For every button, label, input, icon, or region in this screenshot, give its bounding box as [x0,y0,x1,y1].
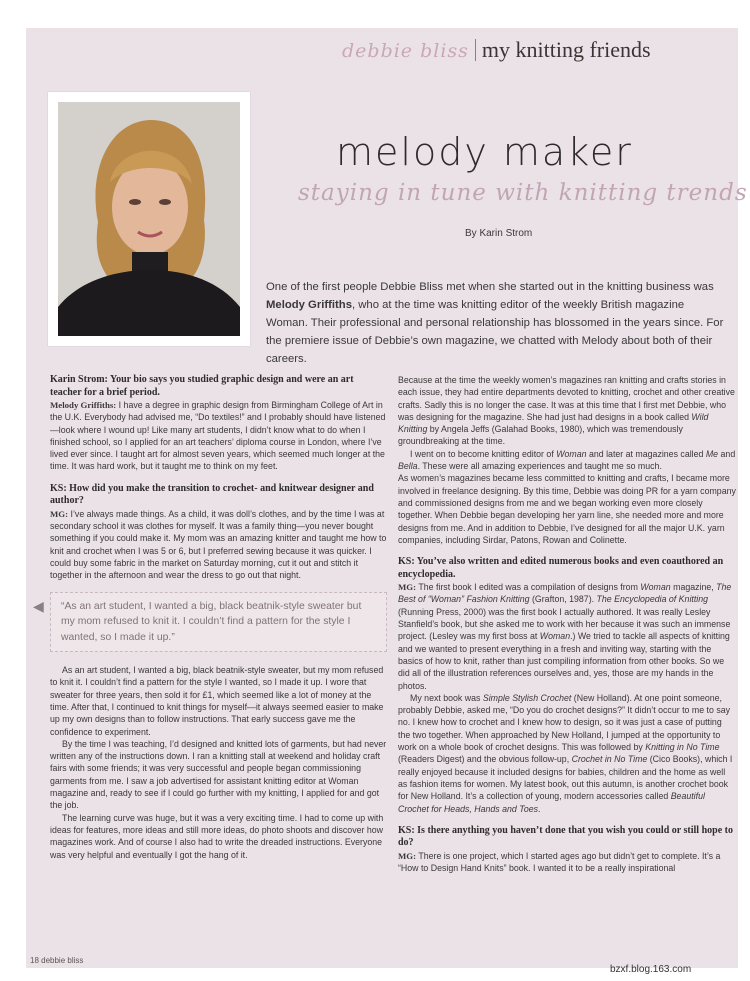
page-header [342,37,651,63]
paragraph: As women’s magazines became less committed to knitting and crafts, I became more involved in freelance designing. By this time, Debbie was doing PR for a yarn company and commissioned designs from me and we began working even more closely together. When Debbie began developing her yarn line, she needed more and more designs from me. And in addition to Debbie, I’ve designed for all the major U.K. yarn companies, including Sirdar, Patons, Rowan and Colinette. [398,473,736,545]
header-divider [475,39,476,61]
text: magazine, [670,582,717,593]
answer-text: I’ve always made things. As a child, it was doll’s clothes, and by the time I was at secondary school it was clothes for myself. It was a family thing—you never bought something if you could make it. My mom was an amazing knitter and taught me how to knit and crochet when I was 5 or 6, but I preferred sewing because it was quicker. I could buy some fabric in the market on Saturday morning, cut it out and stitch it together in the afternoon and wear the dress to go out that night. [50,508,387,581]
article-intro [266,278,728,368]
intro-text-1: One of the first people Debbie Bliss met when she started out in the knitting business was [266,281,714,293]
question-4: KS: Is there anything you haven’t done that you wish you could or still hope to do? [398,824,733,849]
book-title: Crochet in No Time [571,754,648,765]
text: (Cico Books), which I really enjoyed because it included designs for babies, children and the home as well as fashion items for women. My latest book, out this autumn, is another crochet book for New Holland. It’s a collection of young, modern accessories called [398,754,733,802]
book-title: Beautiful Crochet for Heads, Hands and Toes [398,791,705,814]
article-byline: By Karin Strom [465,228,533,239]
text: . These were all amazing experiences and taught me so much. [417,461,662,472]
text: (Readers Digest) and the obvious follow-up, [398,754,572,765]
answer-3 [398,581,736,692]
paragraph [398,692,736,815]
magazine-title: Me [705,448,719,459]
pull-quote-text: “As an art student, I wanted a big, black beatnik-style sweater but my mom refused to knit it. I couldn’t find a pattern for the style I wanted, so I made it up.” [61,600,362,643]
brand-name: debbie bliss [342,40,469,62]
text: .) We tried to tackle all aspects of knitting and we wanted to present everything in a fresh and inviting way, starting with the basics of how to knit, rather than just compiling information from other books. So we did all of the illustration references ourselves and, yes, those are my hands in the photos. [398,631,730,691]
pull-quote [33,592,387,653]
text: (Grafton, 1987). [529,594,597,605]
speaker-label: MG: [398,582,417,593]
book-title: Simple Stylish Crochet [482,692,572,703]
magazine-title: Woman [539,631,571,642]
paragraph [398,448,736,473]
article-subtitle: staying in tune with knitting trends [298,180,748,206]
magazine-title: Woman [556,448,587,459]
text: The first book I edited was a compilation of designs from [416,582,641,593]
book-title: The Best of “Woman” Fashion Knitting [398,582,732,605]
book-title: Knitting in No Time [645,742,720,753]
text: . [538,803,541,814]
text: My next book was [410,692,483,703]
article-title: melody maker [336,130,633,174]
question-1: Karin Strom: Your bio says you studied graphic design and were an art teacher for a brief period. [50,374,354,398]
text: (New Holland). At one point someone, probably Debbie, asked me, “Do you do crochet designs?” It didn’t occur to me to say no. I knew how to crochet and I knew how to design, so it was just a case of putting the two together. When approached by New Holland, I jumped at the opportunity to work on a whole book of crochet designs. This was followed by [398,692,731,753]
speaker-label: MG: [50,508,69,519]
book-title: The Encyclopedia of Knitting [596,594,709,605]
portrait-image [58,102,240,336]
answer-text: There is one project, which I started ages ago but didn’t get to complete. It’s a “How to Design Hand Knits” book. I wanted it to be a really inspirational [398,850,721,874]
text: (Running Press, 2000) was the first book I actually authored. It was really Lesley Stanfield’s book, but she asked me to work with her because it was such an immense project. (Lesley was my first boss at [398,606,731,642]
question-3: KS: You’ve also written and edited numerous books and even coauthored an encyclopedia. [398,556,724,580]
speaker-label: MG: [398,850,417,861]
answer-4 [398,850,736,875]
right-column [398,374,736,874]
section-title: my knitting friends [481,37,651,62]
text: by Angela Jeffs (Galahad Books, 1980), which was tremendously groundbreaking at the time. [398,424,683,447]
answer-text: I have a degree in graphic design from Birmingham College of Art in the U.K. Everybody had advised me, “Do textiles!” and I probably should have listened—look where I wound up! Like many art students, I didn’t know what to do when I finished school, so I applied for an art teachers’ diploma course in London, where I’ve lived ever since. I taught art for almost seven years, which seemed much longer at the time. It was hard work, but it taught me to think on my feet. [50,400,386,472]
paragraph: By the time I was teaching, I’d designed and knitted lots of garments, but had never written any of the instructions down. I ran a knitting stall at weekend and holiday craft fairs with some friends; it was very successful and people began commissioning garments from me. I saw a job advertised for assistant knitting editor at Woman magazine and, ready to see if I could go further with my knitting, I applied for and got the job. [50,738,387,811]
intro-text-2: , who at the time was knitting editor of the weekly British magazine Woman. Their professional and personal relationship has blossomed in the years since. For the premiere issue of Debbie’s own magazine, we chatted with Melody about both of their careers. [266,299,724,365]
page-footer: 18 debbie bliss [30,956,84,965]
left-column [33,374,387,861]
paragraph: As an art student, I wanted a big, black beatnik-style sweater, but my mom refused to knit it. I couldn’t find a pattern for the style I wanted, so I made it up. I wore that sweater for three years, then sold it for £1, which seemed like a lot of money at the time. After that, I continued to knit things for myself—it always seemed easier to make up my own designs than to follow instructions. That early success gave me the confidence to experiment. [50,665,384,737]
text: I went on to become knitting editor of [410,448,557,459]
intro-name: Melody Griffiths [266,299,352,311]
quote-marker-icon: ◀ [33,597,44,614]
text: and [718,448,736,459]
text: Because at the time the weekly women’s magazines ran knitting and crafts stories in each issue, they had entire departments devoted to knitting, crochet and other creative crafts. Sadly this is no longer the case. It was at this time that I first met Debbie, who was designing for the magazine. She had just had designs in a book called [398,375,735,422]
question-2: KS: How did you make the transition to crochet- and knitwear designer and author? [50,482,374,507]
paragraph: The learning curve was huge, but it was a very exciting time. I had to come up with ideas for features, more ideas and still more ideas, do photo shoots and discover how magazines work. And of course I also had to write the dreaded instructions. Everyone was very helpful and eventually I got the hang of it. [50,812,384,860]
watermark: bzxf.blog.163.com [610,964,692,975]
paragraph [398,374,736,448]
magazine-title: Woman [640,582,671,593]
speaker-label: Melody Griffiths: [50,400,117,410]
text: and later at magazines called [586,448,706,459]
book-title: Wild Knitting [398,411,709,435]
answer-2 [50,508,387,582]
answer-1 [50,399,387,473]
magazine-title: Bella [398,461,418,472]
portrait-photo [48,92,250,346]
